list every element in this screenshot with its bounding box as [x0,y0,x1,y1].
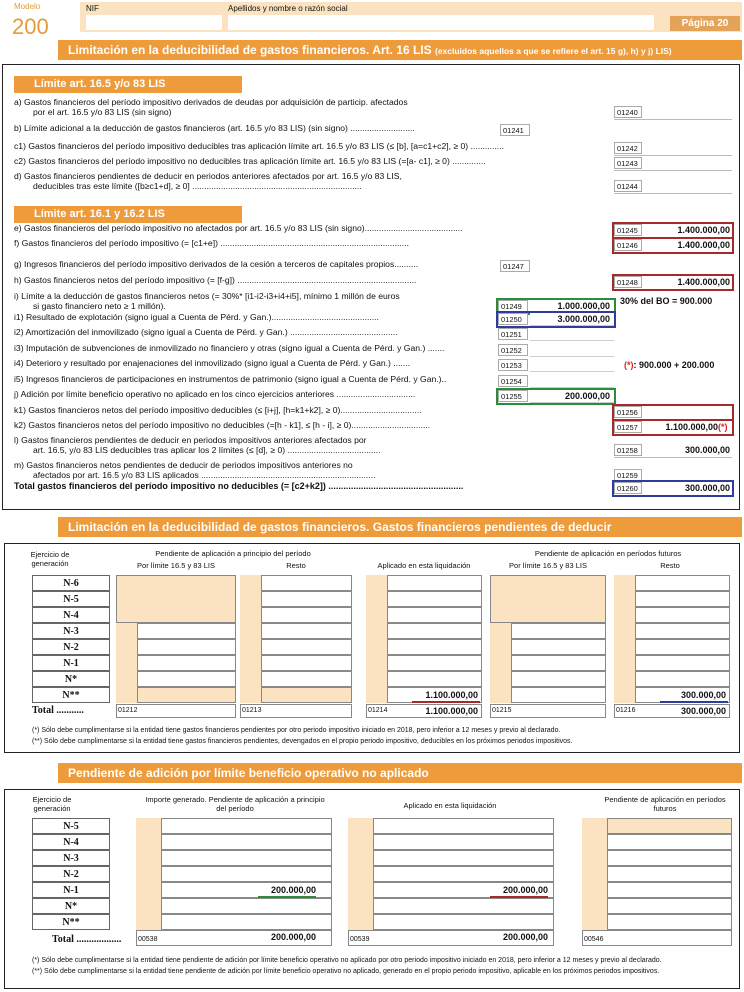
pend-futuro-header: Pendiente de aplicación en períodos futuros [534,549,682,558]
cell-margin [116,623,138,639]
highlight-frame [612,274,734,291]
total-cell[interactable] [582,930,732,946]
cell-margin [614,591,636,607]
col-limite: Por límite 16.5 y 83 LIS [137,561,215,570]
table-cell[interactable] [348,850,554,866]
code-01216: 01216 [616,707,636,714]
nombre-field[interactable] [228,15,654,30]
section1-title-text: Limitación en la deducibilidad de gastos financieros. Art. 16 LIS [68,43,432,57]
section1-title-note: (excluidos aquellos a que se refiere el art. 15 g), h) y j) LIS) [434,46,672,56]
total-cell[interactable] [490,704,606,718]
field-code-01241: 01241 [500,124,530,136]
cell-margin [348,898,374,914]
underline-red [412,701,480,703]
code-01214: 01214 [368,707,388,714]
value-01248[interactable]: 1.400.000,00 [644,276,730,288]
modelo-label: Modelo [14,2,41,11]
cell-margin [582,914,608,930]
field-code-01256: 01256 [614,406,642,418]
row-label: g) Ingresos financieros del período impositivo derivados de la cesión a terceros de capitales propios.......... [14,259,419,269]
field-code-01257: 01257 [614,421,642,433]
row-label: e) Gastos financieros del período impositivo no afectados por art. 16.5 y/o 83 LIS (sin signo)......................................... [14,223,463,233]
year-N-5: N-5 [32,591,110,607]
year-N-5: N-5 [32,818,110,834]
total-aplicado: 1.100.000,00 [425,706,478,716]
section2-title: Limitación en la deducibilidad de gastos financieros. Gastos financieros pendientes de deducir [58,517,742,537]
col-resto: Resto [286,561,306,570]
cell-margin [136,850,162,866]
cell-margin [366,591,388,607]
ejercicio-header: Ejercicio de generación [32,795,72,813]
year-N-1: N-1 [32,655,110,671]
total-cell[interactable] [116,704,236,718]
year-N-6: N-6 [32,575,110,591]
year-Nstar*: N** [32,687,110,703]
highlight-frame [612,419,734,436]
row-label: k2) Gastos financieros netos del período impositivo no deducibles (=[h - k1], ≤ [h - i], ≥ 0)................................. [14,420,431,430]
cell-margin [582,866,608,882]
row-label: Total gastos financieros del período impositivo no deducibles (= [c2+k2]) ...................................................... [14,481,464,491]
nombre-label: Apellidos y nombre o razón social [228,4,348,13]
row-label: a) Gastos financieros del período impositivo derivados de deudas por adquisición de particip. afectados [14,97,408,107]
cell-margin [136,898,162,914]
highlight-frame [612,237,734,254]
field-code-01253: 01253 [498,359,528,371]
underline-green [258,896,316,898]
form-number: 200 [12,14,49,39]
cell-margin [366,623,388,639]
cell-margin [116,655,138,671]
table-cell[interactable] [136,898,332,914]
footnote-2: (**) Sólo debe cumplimentarse si la entidad tiene pendiente de adición por límite beneficio operativo no aplicado, generado en el propio periodo impositivo, aplicable en los próximos periodos impositivos. [32,968,660,975]
row-label: i) Límite a la deducción de gastos financieros netos (= 30%* [i1-i2-i3+i4+i5], mínimo 1 millón de euros [14,291,400,301]
field-code-01251: 01251 [498,328,528,340]
pend-inicio-header: Pendiente de aplicación a principio del período [155,549,311,558]
total-resto: 300.000,00 [680,706,726,716]
field-code-01240: 01240 [614,106,642,118]
total-aplicado: 200.000,00 [502,932,548,942]
total-label: Total .................. [52,934,122,945]
code-01213: 01213 [242,707,262,714]
page-number: Página 20 [670,16,740,31]
field-code-01254: 01254 [498,375,528,387]
cell-margin [116,671,138,687]
cell-margin [240,607,262,623]
field-code-01244: 01244 [614,180,642,192]
value-01249[interactable]: 1.000.000,00 [530,300,610,312]
row-label: k1) Gastos financieros netos del período impositivo deducibles (≤ [i+j], [h=k1+k2], ≥ 0).................................. [14,405,422,415]
row-label: c2) Gastos financieros del período impositivo no deducibles tras aplicación límite art. 16.5 y/o 83 LIS (=[a- c1], ≥ 0) .............. [14,156,486,166]
cell-margin [348,882,374,898]
note-star: (*) [624,360,634,370]
row-label-cont: por el art. 16.5 y/o 83 LIS (sin signo) [33,107,172,117]
field-code-01248: 01248 [614,276,642,288]
highlight-frame [496,311,616,328]
year-N-4: N-4 [32,834,110,850]
section1-title [58,40,742,60]
row-label: m) Gastos financieros netos pendientes de deducir de periodos impositivos anteriores no [14,460,353,470]
highlight-frame [496,388,616,405]
footnote-1: (*) Sólo debe cumplimentarse si la entidad tiene gastos financieros pendientes por otro periodo impositivo iniciado en 2018, pero inferior a 12 meses y previo al declarado. [32,727,561,734]
cell-margin [240,623,262,639]
cell-margin [348,866,374,882]
field-code-01255: 01255 [498,390,528,402]
cell-margin [366,687,388,703]
cell-margin [490,623,512,639]
cell-margin [116,687,138,703]
row-label-cont: afectados por art. 16.5 y/o 83 LIS aplicados ......................................................................... [33,470,376,480]
field-code-01250: 01250 [498,313,528,325]
cell-margin [240,575,262,591]
row-label: j) Adición por límite beneficio operativo no aplicado en los cinco ejercicios anteriores ................................. [14,389,416,399]
value-01245[interactable]: 1.400.000,00 [644,224,730,236]
value-field[interactable] [530,344,614,357]
value-field[interactable] [530,328,614,341]
code-00546: 00546 [584,936,604,943]
total-label: Total ........... [32,705,84,716]
n1-aplicado: 200.000,00 [502,885,548,895]
subheader-16-1: Límite art. 16.1 y 16.2 LIS [14,206,242,223]
cell-margin [582,882,608,898]
table-cell[interactable] [348,834,554,850]
nif-label: NIF [86,4,99,13]
table-cell[interactable] [348,866,554,882]
row-label: c1) Gastos financieros del período impositivo deducibles tras aplicación límite art. 16.5 y/o 83 LIS (≤ [b], [a=c1+c2], ≥ 0) .............. [14,141,504,151]
row-label-cont: deducibles tras este límite ([b≥c1+d], ≥ 0] ....................................................................... [33,181,362,191]
field-code-01242: 01242 [614,142,642,154]
year-Nstar*: N** [32,914,110,930]
cream-block [116,575,236,623]
row-label: i4) Deterioro y resultado por enajenaciones del inmovilizado (signo igual a Cuenta de Pérd. y Gan.) ....... [14,358,411,368]
table-cell[interactable] [136,850,332,866]
col-futuro: Pendiente de aplicación en períodos futuros [604,795,726,813]
value-01250[interactable]: 3.000.000,00 [530,313,610,325]
field-code-01246: 01246 [614,239,642,251]
n1-importe: 200.000,00 [270,885,316,895]
table-cell[interactable] [348,914,554,930]
field-code-01249: 01249 [498,300,528,312]
table-cell[interactable] [136,866,332,882]
row-label: l) Gastos financieros pendientes de deducir en periodos impositivos anteriores afectados por [14,435,367,445]
cell-margin [490,639,512,655]
year-N-3: N-3 [32,850,110,866]
row-label: i1) Resultado de explotación (signo igual a Cuenta de Pérd. y Gan.)............................................. [14,312,379,322]
cell-margin [348,850,374,866]
value-01246[interactable]: 1.400.000,00 [644,239,730,251]
year-N-2: N-2 [32,639,110,655]
note-adicion-text: : 900.000 + 200.000 [633,360,715,370]
table-cell[interactable] [136,818,332,834]
nn-resto: 300.000,00 [680,690,726,700]
cell-margin [614,671,636,687]
cell-margin [490,655,512,671]
subheader-16-5: Límite art. 16.5 y/o 83 LIS [14,76,242,93]
year-N-4: N-4 [32,607,110,623]
code-00539: 00539 [350,936,370,943]
value-field[interactable] [530,359,614,372]
row-label: i3) Imputación de subvenciones de inmovilizado no financiero y otras (signo igual a Cuenta de Pérd. y Gan.) ....... [14,343,445,353]
cell-margin [348,914,374,930]
value-01255[interactable]: 200.000,00 [530,390,610,402]
cell-margin [366,671,388,687]
cell-margin [240,591,262,607]
field-code-01245: 01245 [614,224,642,236]
col-importe: Importe generado. Pendiente de aplicación a principio del período [145,795,325,813]
note-adicion [624,360,714,370]
cell-margin [240,687,262,703]
cell-margin [614,687,636,703]
cell-margin [490,671,512,687]
value-01260[interactable]: 300.000,00 [644,482,730,494]
value-01257[interactable]: 1.100.000,00 [644,421,730,433]
cell-margin [582,818,608,834]
field-code-01259: 01259 [614,469,642,481]
underline-red [490,896,548,898]
cell-margin [136,818,162,834]
cell-margin [614,575,636,591]
code-01215: 01215 [492,707,512,714]
cell-margin [136,866,162,882]
table-cell[interactable] [348,818,554,834]
field-code-01258: 01258 [614,444,642,456]
row-label: i2) Amortización del inmovilizado (signo igual a Cuenta de Pérd. y Gan.) ............................................. [14,327,398,337]
row-label: d) Gastos financieros pendientes de deducir en periodos anteriores afectados por art. 16.5 y/o 83 LIS, [14,171,402,181]
cell-margin [614,623,636,639]
year-N-1: N-1 [32,882,110,898]
year-N-2: N-2 [32,866,110,882]
total-importe: 200.000,00 [270,932,316,942]
table-cell[interactable] [136,834,332,850]
cell-margin [136,834,162,850]
row-label-cont: si gasto financiero neto ≥ 1 millón). [33,301,166,311]
row-label: i5) Ingresos financieros de participaciones en instrumentos de patrimonio (signo igual a Cuenta de Pérd. y Gan.).. [14,374,447,384]
cell-margin [136,882,162,898]
cell-margin [614,639,636,655]
col-resto-fut: Resto [660,561,680,570]
ejercicio-header: Ejercicio de generación [30,550,70,568]
cell-margin [582,898,608,914]
cell-margin [136,914,162,930]
footnote-2: (**) Sólo debe cumplimentarse si la entidad tiene gastos financieros pendientes, devengados en el propio periodo impositivo, deducibles en los próximos periodos impositivos. [32,738,573,745]
cell-margin [614,655,636,671]
cell-margin [348,818,374,834]
nn-aplicado: 1.100.000,00 [425,690,478,700]
highlight-frame [612,480,734,497]
field-code-01247: 01247 [500,260,530,272]
cell-margin [240,639,262,655]
row-label: h) Gastos financieros netos del período impositivo (= [f-g]) ........................................................................... [14,275,417,285]
field-code-01252: 01252 [498,344,528,356]
year-Nstar: N* [32,898,110,914]
col-aplicado: Aplicado en esta liquidación [377,561,471,570]
cell-margin [240,671,262,687]
code-00538: 00538 [138,936,158,943]
field-code-01260: 01260 [614,482,642,494]
total-cell[interactable] [240,704,352,718]
table-cell[interactable] [348,898,554,914]
note-30-bo: 30% del BO = 900.000 [620,296,713,306]
row-label: f) Gastos financieros del período impositivo (= [c1+e]) ............................................................................... [14,238,409,248]
nif-field[interactable] [86,15,222,30]
cell-margin [366,655,388,671]
cell-margin [348,834,374,850]
cell-margin [582,834,608,850]
footnote-1: (*) Sólo debe cumplimentarse si la entidad tiene pendiente de adición por límite beneficio operativo no aplicado por otro periodo impositivo iniciado en 2018, pero inferior a 12 meses y previo al declarado. [32,957,662,964]
cell-margin [614,607,636,623]
year-N-3: N-3 [32,623,110,639]
row-label-cont: art. 16.5, y/o 83 LIS deducibles tras aplicar los 2 límites (≤ [d], ≥ 0) ....................................... [33,445,381,455]
cream-block [490,575,606,623]
cell-margin [116,639,138,655]
field-code-01243: 01243 [614,157,642,169]
section3-title: Pendiente de adición por límite beneficio operativo no aplicado [58,763,742,783]
year-Nstar: N* [32,671,110,687]
col-aplicado: Aplicado en esta liquidación [403,801,497,810]
row-label: b) Límite adicional a la deducción de gastos financieros (art. 16.5 y/o 83 LIS) (sin signo) ........................... [14,123,415,133]
cell-margin [582,850,608,866]
code-01212: 01212 [118,707,138,714]
value-01258[interactable]: 300.000,00 [644,444,730,456]
table-cell[interactable] [136,914,332,930]
cell-margin [366,639,388,655]
k2-star: (*) [718,422,728,432]
underline-blue [660,701,728,703]
cell-margin [366,575,388,591]
cell-margin [366,607,388,623]
col-limite-fut: Por límite 16.5 y 83 LIS [509,561,587,570]
value-field[interactable] [530,375,614,388]
cell-margin [490,687,512,703]
cell-margin [240,655,262,671]
